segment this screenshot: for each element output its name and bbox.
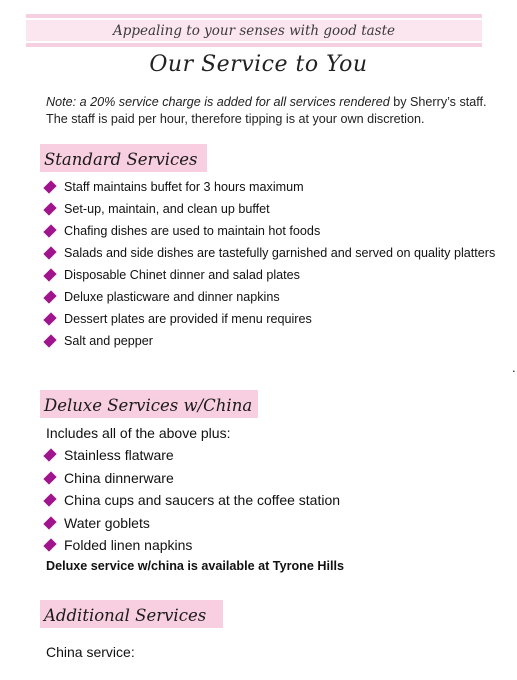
list-item (42, 444, 340, 467)
list-item (42, 308, 495, 330)
deluxe-services-list (42, 444, 340, 557)
stray-mark: . (512, 360, 516, 375)
diamond-bullet-icon (43, 471, 56, 484)
diamond-bullet-icon (43, 224, 56, 237)
list-item (42, 534, 340, 557)
list-item-text: Chafing dishes are used to maintain hot foods (64, 224, 321, 238)
diamond-bullet-icon (43, 290, 56, 303)
deluxe-intro: Includes all of the above plus: (46, 425, 231, 441)
list-item (42, 242, 495, 264)
diamond-bullet-icon (43, 202, 56, 215)
tagline: Appealing to your senses with good taste (112, 22, 396, 39)
list-item-text: Staff maintains buffet for 3 hours maximum (64, 180, 304, 194)
diamond-bullet-icon (43, 539, 56, 552)
standard-services-heading-text: Standard Services (44, 150, 198, 169)
list-item (42, 198, 495, 220)
list-item-text: China cups and saucers at the coffee station (64, 492, 341, 509)
diamond-bullet-icon (43, 516, 56, 529)
tagline-banner (26, 14, 482, 47)
diamond-bullet-icon (43, 180, 56, 193)
note-rest: by Sherry’s staff. The staff is paid per hour, therefore tipping is at your own discretion. (46, 95, 487, 126)
service-charge-note (46, 94, 496, 128)
list-item (42, 512, 340, 535)
page-title: Our Service to You (149, 52, 368, 77)
list-item-text: Folded linen napkins (64, 537, 193, 554)
list-item-text: Disposable Chinet dinner and salad plates (64, 268, 300, 282)
china-service-label: China service: (46, 644, 135, 660)
tagline-band (26, 18, 482, 43)
list-item-text: Dessert plates are provided if menu requires (64, 312, 312, 326)
list-item-text: Set-up, maintain, and clean up buffet (64, 202, 270, 216)
standard-services-heading (40, 144, 207, 172)
standard-services-list (42, 176, 495, 352)
additional-services-heading (40, 600, 223, 628)
list-item-text: Water goblets (64, 514, 150, 531)
list-item (42, 489, 340, 512)
list-item (42, 467, 340, 490)
list-item-text: China dinnerware (64, 469, 174, 486)
diamond-bullet-icon (43, 312, 56, 325)
list-item-text: Salads and side dishes are tastefully garnished and served on quality platters (64, 246, 496, 260)
diamond-bullet-icon (43, 268, 56, 281)
diamond-bullet-icon (43, 449, 56, 462)
additional-services-heading-text: Additional Services (44, 606, 207, 625)
diamond-bullet-icon (43, 246, 56, 259)
list-item-text: Deluxe plasticware and dinner napkins (64, 290, 280, 304)
deluxe-services-heading-text: Deluxe Services w/China (44, 396, 253, 415)
deluxe-availability-note: Deluxe service w/china is available at Tyrone Hills (46, 559, 344, 573)
diamond-bullet-icon (43, 494, 56, 507)
list-item (42, 286, 495, 308)
list-item (42, 220, 495, 242)
diamond-bullet-icon (43, 334, 56, 347)
list-item (42, 176, 495, 198)
list-item (42, 264, 495, 286)
list-item-text: Stainless flatware (64, 447, 174, 464)
list-item (42, 330, 495, 352)
list-item-text: Salt and pepper (64, 334, 153, 348)
deluxe-services-heading (40, 390, 258, 418)
note-italic: Note: a 20% service charge is added for all services rendered (46, 95, 390, 109)
